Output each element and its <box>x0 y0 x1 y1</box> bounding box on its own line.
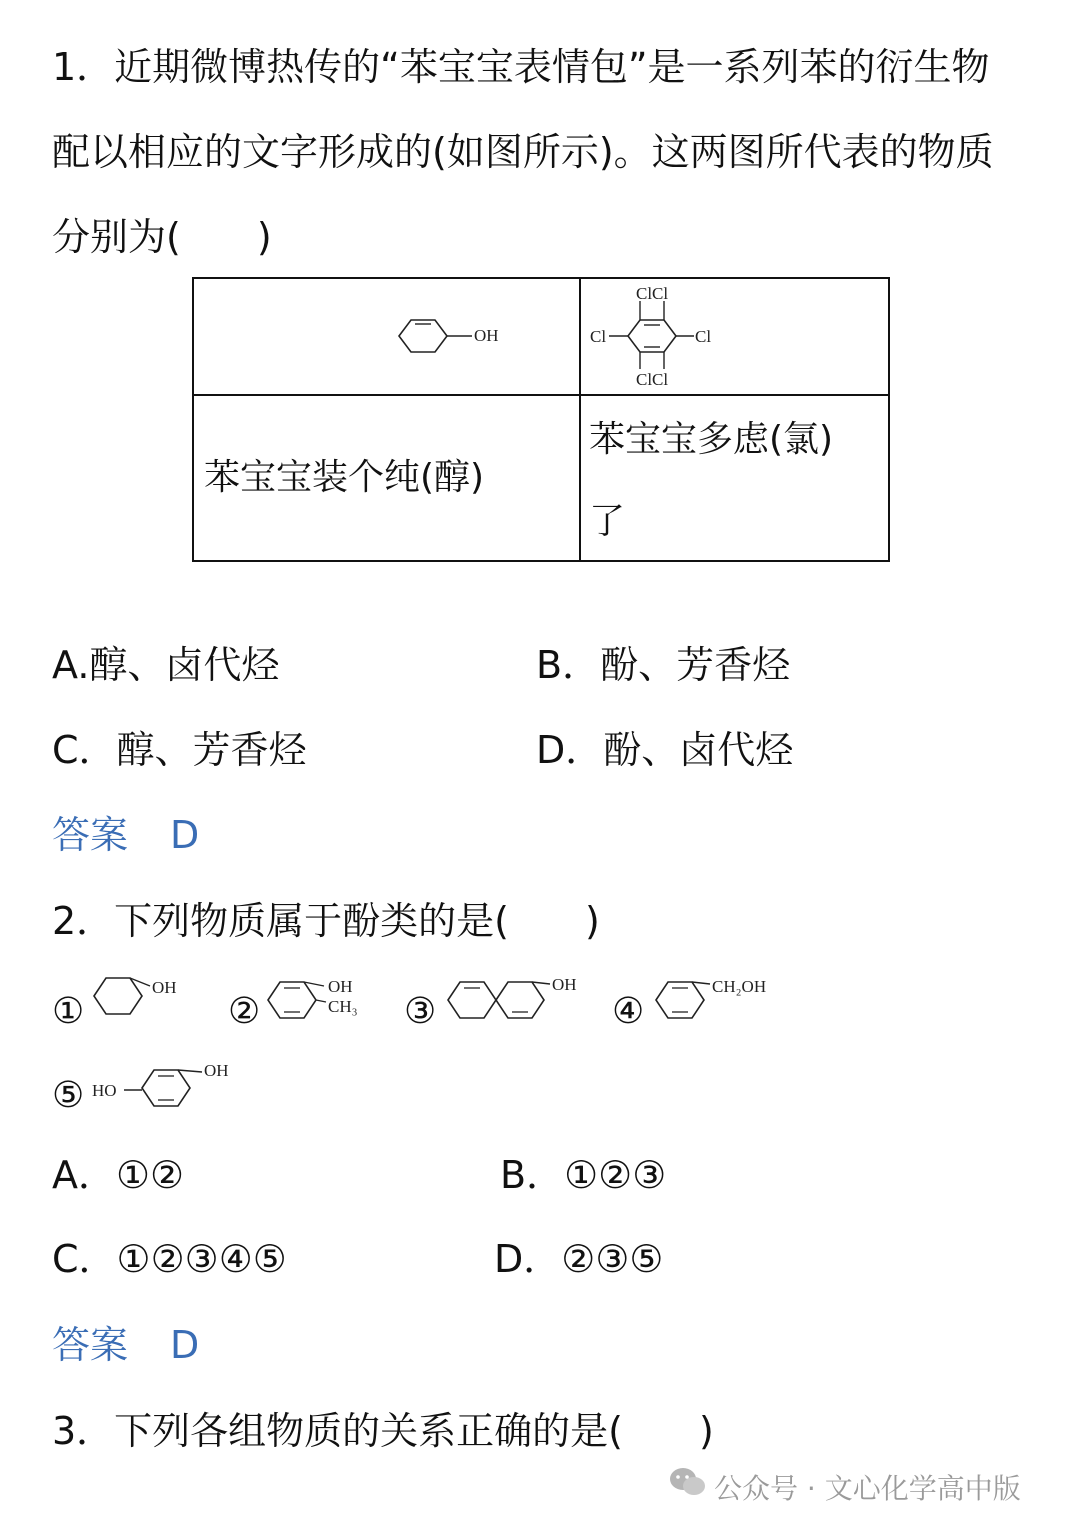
q3-stem: 3．下列各组物质的关系正确的是( ) <box>52 1409 714 1453</box>
cl-right-label: Cl <box>695 327 712 346</box>
structure-4-number: ④ <box>612 991 645 1032</box>
chloro-caption-line2: 了 <box>589 501 626 542</box>
s2-oh-label: OH <box>328 977 353 996</box>
q2-answer-label: 答案 <box>52 1323 129 1367</box>
q2-option-a: A．①② <box>52 1153 185 1197</box>
s2-ch3-label: CH₃ <box>328 997 358 1016</box>
s4-ch2oh-label: CH₂OH <box>712 977 767 996</box>
phenol-structure <box>194 279 579 390</box>
cyclohexanol-structure <box>90 960 200 1030</box>
structure-2-number: ② <box>228 991 261 1032</box>
hexachlorobenzene-structure <box>581 279 888 390</box>
cl-top-label: ClCl <box>636 284 669 303</box>
chloro-caption-line1: 苯宝宝多虑(氯) <box>589 419 834 460</box>
structure-3-number: ③ <box>404 991 437 1032</box>
s5-ho-label: HO <box>92 1081 117 1100</box>
cl-left-label: Cl <box>590 327 607 346</box>
s3-oh-label: OH <box>552 975 577 994</box>
q2-answer-value: D <box>170 1323 200 1367</box>
benzyl-alcohol-structure <box>650 958 800 1030</box>
naphthol-structure <box>440 958 590 1030</box>
chlorobenzene-structure-cell <box>580 278 889 395</box>
structure-1-number: ① <box>52 991 85 1032</box>
hydroquinone-structure <box>90 1044 250 1116</box>
q1-answer-value: D <box>170 813 200 857</box>
q1-option-c: C．醇、芳香烃 <box>52 728 307 772</box>
q1-stem-line2: 配以相应的文字形成的(如图所示)。这两图所代表的物质 <box>52 130 994 174</box>
q2-stem: 2．下列物质属于酚类的是( ) <box>52 899 600 943</box>
phenol-caption-cell <box>193 395 580 561</box>
chloro-caption-cell <box>580 395 889 561</box>
phenol-oh-label: OH <box>474 326 499 345</box>
q1-answer-label: 答案 <box>52 813 129 857</box>
q2-option-b: B．①②③ <box>500 1153 667 1197</box>
watermark-text: 公众号 · 文心化学高中版 <box>714 1472 1021 1505</box>
q2-option-d: D．②③⑤ <box>494 1237 664 1281</box>
q1-stem-line3: 分别为( ) <box>52 215 272 259</box>
structure-5-number: ⑤ <box>52 1075 85 1116</box>
q1-option-a: A.醇、卤代烃 <box>52 643 280 687</box>
q2-option-c: C．①②③④⑤ <box>52 1237 287 1281</box>
q1-option-b: B．酚、芳香烃 <box>536 643 791 687</box>
meme-table <box>192 277 890 562</box>
s5-oh-label: OH <box>204 1061 229 1080</box>
q1-stem-line1: 1．近期微博热传的“苯宝宝表情包”是一系列苯的衍生物 <box>52 45 990 89</box>
phenol-structure-cell <box>193 278 580 395</box>
s1-oh-label: OH <box>152 978 177 997</box>
wechat-icon <box>668 1464 708 1500</box>
q1-option-d: D．酚、卤代烃 <box>536 728 794 772</box>
cl-bottom-label: ClCl <box>636 370 669 389</box>
o-cresol-structure <box>262 960 372 1030</box>
phenol-caption: 苯宝宝装个纯(醇) <box>204 457 485 498</box>
